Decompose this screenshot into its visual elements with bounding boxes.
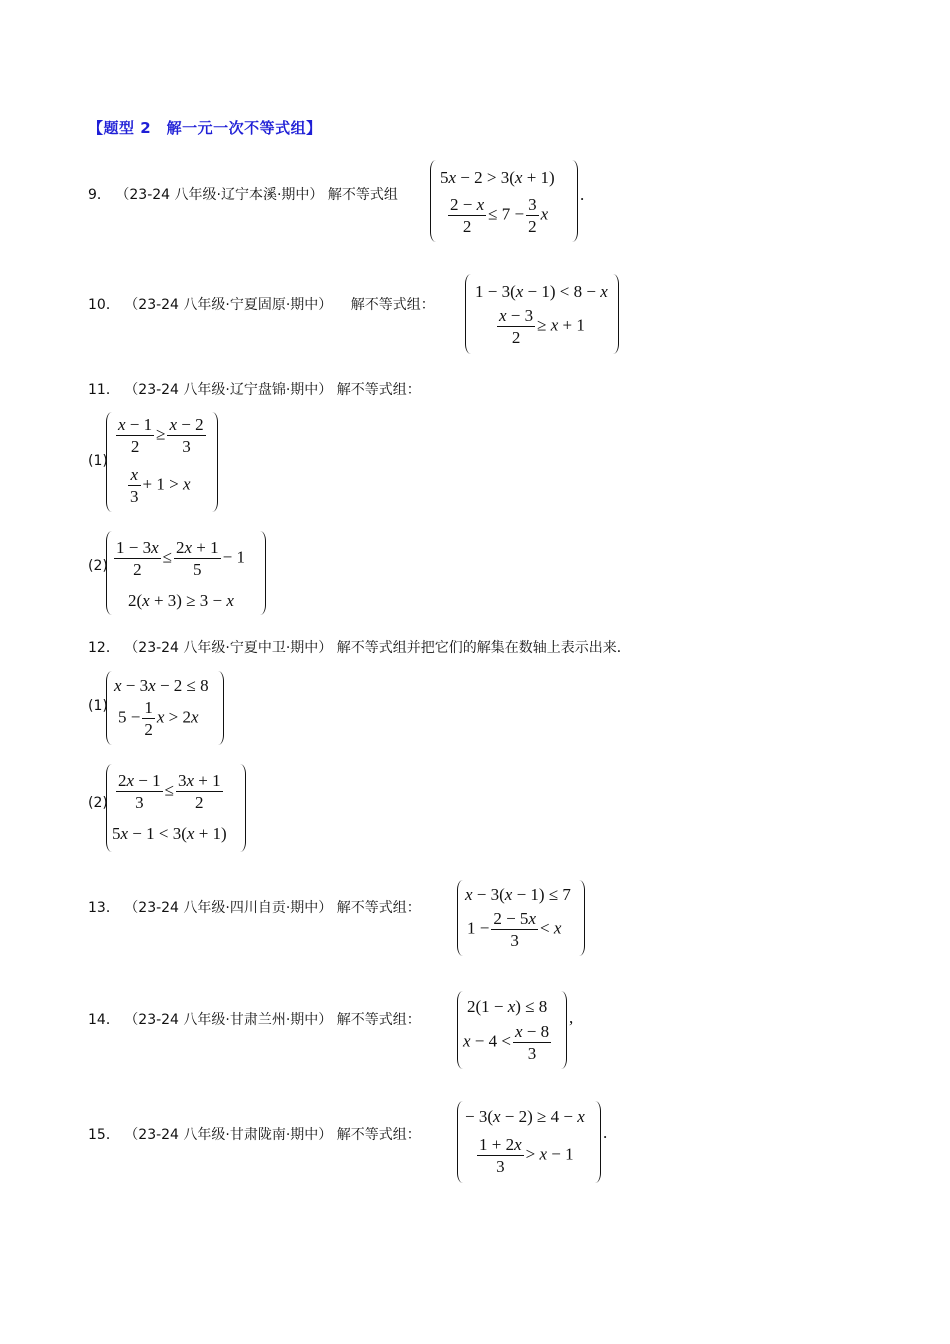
inequality-line: 1 − 3(x − 1) < 8 − x bbox=[475, 282, 608, 301]
problem-source: （23-24 八年级·宁夏固原·期中） bbox=[124, 297, 333, 313]
sub-label: (1) bbox=[88, 698, 108, 714]
inequality-system-11-1 bbox=[106, 412, 218, 512]
inequality-line: x − 3x − 2 ≤ 8 bbox=[114, 676, 209, 695]
problem-12 bbox=[88, 638, 631, 658]
problem-11 bbox=[88, 380, 421, 400]
problem-prompt: 解不等式组并把它们的解集在数轴上表示出来． bbox=[336, 640, 631, 656]
problem-source: （23-24 八年级·辽宁盘锦·期中） bbox=[124, 382, 333, 398]
problem-number: 12． bbox=[88, 640, 120, 656]
problem-prompt: 解不等式组： bbox=[336, 297, 435, 313]
left-brace bbox=[465, 274, 474, 354]
right-brace bbox=[610, 274, 619, 354]
problem-prompt: 解不等式组： bbox=[336, 1127, 421, 1143]
inequality-line: x − 4 < $\frac{x - 8}{3}$ bbox=[463, 1022, 550, 1063]
problem-prompt: 解不等式组： bbox=[336, 382, 421, 398]
right-brace bbox=[558, 991, 567, 1069]
sub-label: (2) bbox=[88, 795, 108, 811]
problem-14 bbox=[88, 1010, 421, 1030]
inequality-line: 5x − 1 < 3(x + 1) bbox=[112, 824, 227, 843]
problem-prompt: 解不等式组： bbox=[336, 900, 421, 916]
end-punctuation: . bbox=[580, 185, 585, 204]
sub-label: (2) bbox=[88, 558, 108, 574]
sub-label: (1) bbox=[88, 453, 108, 469]
inequality-system-11-2 bbox=[106, 531, 266, 615]
inequality-line: $\frac{x}{3}$ + 1 > x bbox=[130, 465, 191, 506]
inequality-line: x − 3(x − 1) ≤ 7 bbox=[465, 885, 571, 904]
right-brace bbox=[592, 1101, 601, 1183]
problem-source: （23-24 八年级·宁夏中卫·期中） bbox=[124, 640, 333, 656]
right-brace bbox=[209, 412, 218, 512]
problem-prompt: 解不等式组 bbox=[327, 187, 398, 203]
problem-number: 13． bbox=[88, 900, 120, 916]
inequality-line: 2(1 − x) ≤ 8 bbox=[467, 997, 548, 1016]
inequality-line: $\frac{x - 3}{2}$ ≥ x + 1 bbox=[499, 306, 585, 347]
section-title: 【题型 2 解一元一次不等式组】 bbox=[88, 119, 322, 137]
inequality-system-12-1 bbox=[106, 671, 224, 745]
problem-source: （23-24 八年级·四川自贡·期中） bbox=[124, 900, 333, 916]
right-brace bbox=[237, 764, 246, 852]
problem-15 bbox=[88, 1125, 421, 1145]
inequality-system-13 bbox=[457, 880, 585, 956]
inequality-line: − 3(x − 2) ≥ 4 − x bbox=[465, 1107, 585, 1126]
problem-source: （23-24 八年级·甘肃陇南·期中） bbox=[124, 1127, 333, 1143]
problem-10 bbox=[88, 295, 435, 315]
inequality-line: $\frac{2x - 1}{3}$ ≤ $\frac{3x + 1}{2}$ bbox=[118, 771, 221, 812]
problem-number: 11． bbox=[88, 382, 120, 398]
inequality-line: 5x − 2 > 3(x + 1) bbox=[440, 168, 555, 187]
problem-number: 15． bbox=[88, 1127, 120, 1143]
right-brace bbox=[215, 671, 224, 745]
inequality-line: 5 − $\frac{1}{2}$ x > 2x bbox=[118, 698, 199, 739]
problem-9 bbox=[88, 185, 398, 205]
problem-number: 14． bbox=[88, 1012, 120, 1028]
inequality-system-10 bbox=[465, 274, 619, 354]
inequality-system-15 bbox=[457, 1101, 601, 1183]
inequality-line: $\frac{x - 1}{2}$ ≥ $\frac{x - 2}{3}$ bbox=[118, 415, 204, 456]
inequality-system-12-2 bbox=[106, 764, 246, 852]
right-brace bbox=[576, 880, 585, 956]
end-punctuation: , bbox=[569, 1008, 574, 1027]
problem-source: （23-24 八年级·辽宁本溪·期中） bbox=[115, 187, 324, 203]
inequality-system-9 bbox=[430, 160, 578, 242]
problem-prompt: 解不等式组： bbox=[336, 1012, 421, 1028]
inequality-line: $\frac{1 - 3x}{2}$ ≤ $\frac{2x + 1}{5}$ − 1 bbox=[116, 538, 245, 579]
problem-13 bbox=[88, 898, 421, 918]
problem-source: （23-24 八年级·甘肃兰州·期中） bbox=[124, 1012, 333, 1028]
inequality-line: $\frac{2 - x}{2}$ ≤ 7 − $\frac{3}{2}$ x bbox=[450, 195, 549, 236]
right-brace bbox=[569, 160, 578, 242]
end-punctuation: . bbox=[603, 1123, 608, 1142]
left-brace bbox=[430, 160, 439, 242]
inequality-line: 2(x + 3) ≥ 3 − x bbox=[128, 591, 234, 610]
inequality-line: 1 − $\frac{2 - 5x}{3}$ < x bbox=[467, 909, 562, 950]
problem-number: 10． bbox=[88, 297, 120, 313]
inequality-system-14 bbox=[457, 991, 567, 1069]
inequality-line: $\frac{1 + 2x}{3}$ > x − 1 bbox=[479, 1135, 574, 1176]
right-brace bbox=[257, 531, 266, 615]
problem-number: 9． bbox=[88, 187, 111, 203]
